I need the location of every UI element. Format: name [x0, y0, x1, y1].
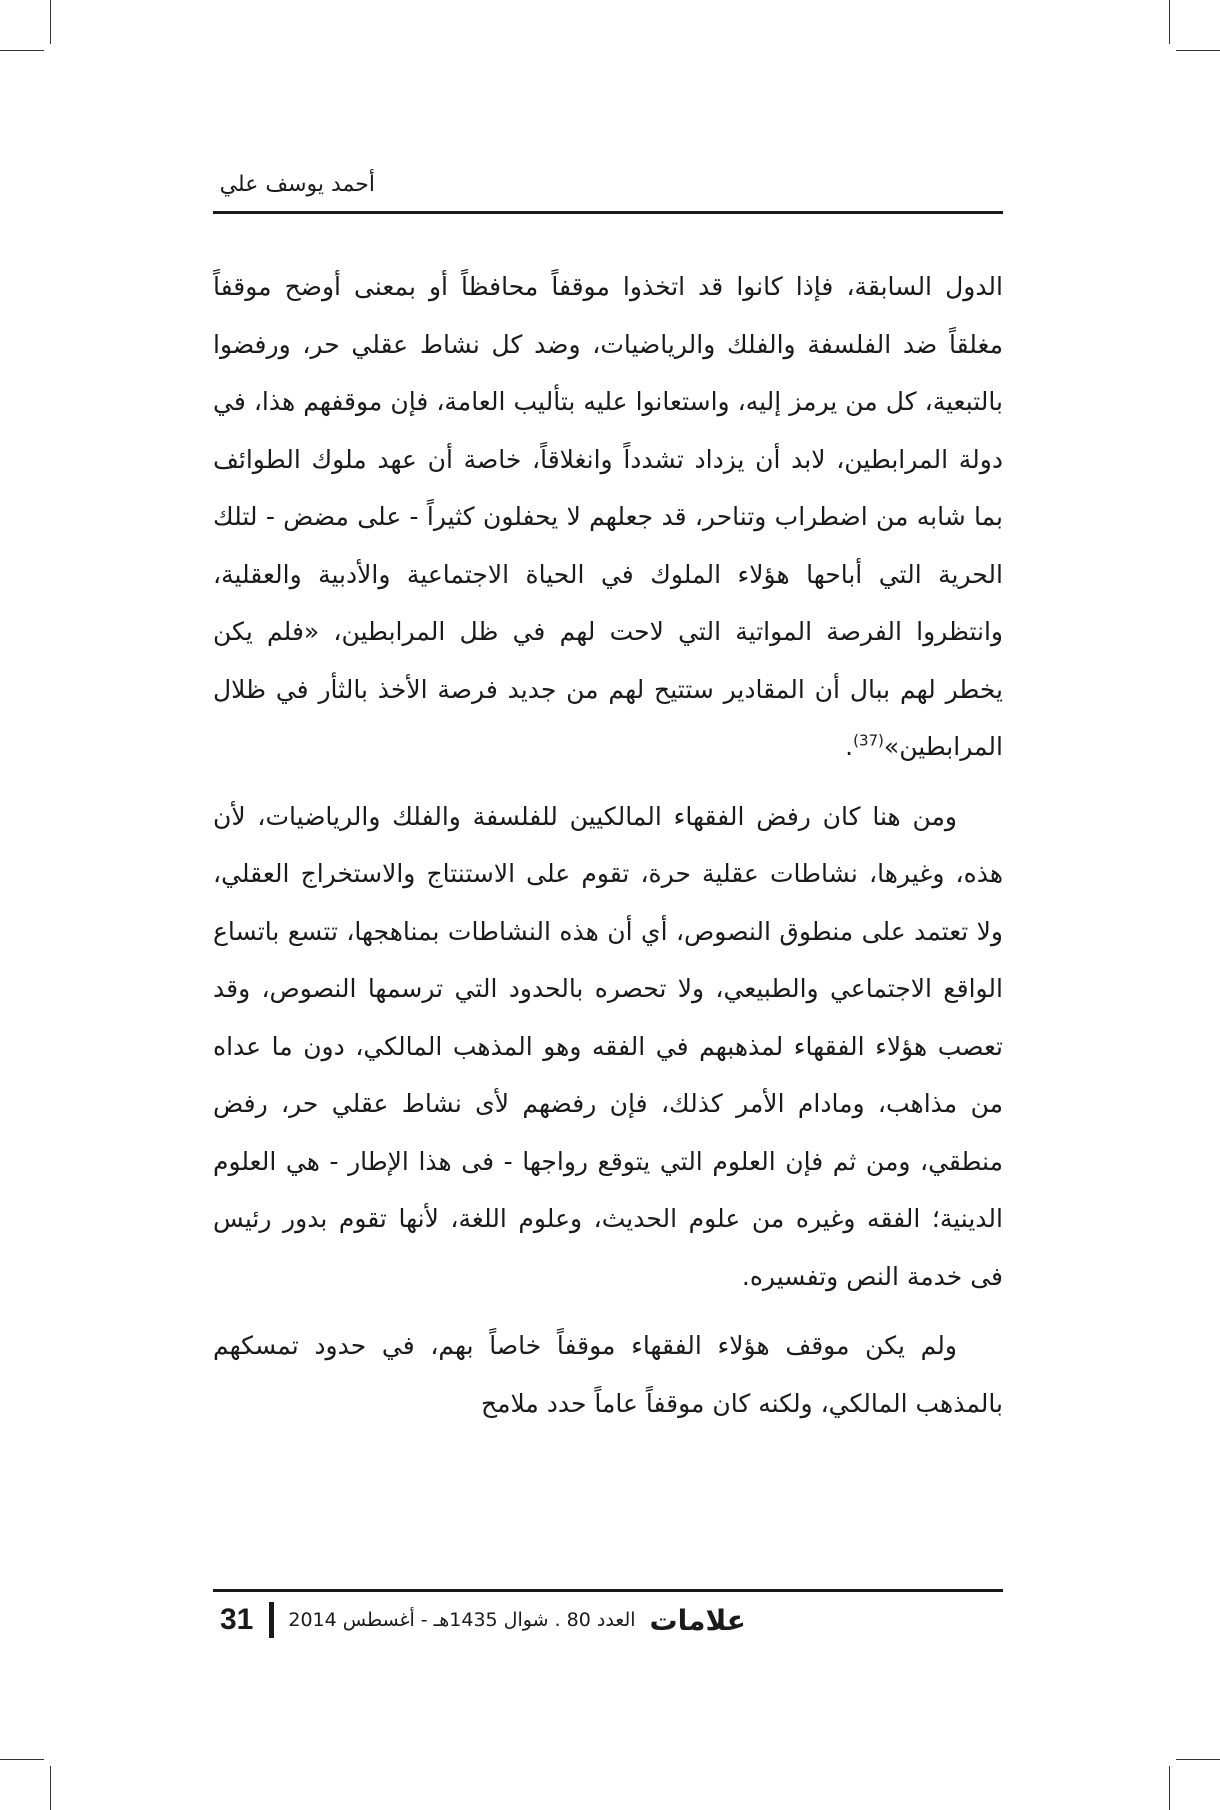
footer-divider: [269, 1602, 274, 1638]
issue-info: العدد 80 . شوال 1435هـ - أغسطس 2014: [288, 1609, 636, 1631]
page-footer: [220, 1598, 746, 1642]
journal-logo: علامات: [649, 1603, 746, 1637]
crop-mark: [1169, 0, 1170, 44]
running-head-author: أحمد يوسف علي: [219, 172, 375, 197]
header-rule: [213, 211, 1003, 214]
footer-rule: [213, 1589, 1003, 1592]
paragraph-text: الدول السابقة، فإذا كانوا قد اتخذوا موقفاً محافظاً أو بمعنى أوضح موقفاً مغلقاً ضد الفلسفة والفلك والرياضيات، وضد كل نشاط عقلي حر، ورفضوا بالتبعية، كل من يرمز إليه، واستعانوا عليه بتأليب العامة، فإن موقفهم هذا، في دولة المرابطين، لابد أن يزداد تشدداً وانغلاقاً، خاصة أن عهد ملوك الطوائف بما شابه من اضطراب وتناحر، قد جعلهم لا يحفلون كثيراً - على مضض - لتلك الحرية التي أباحها هؤلاء الملوك في الحياة الاجتماعية والأدبية والعقلية، وانتظروا الفرصة المواتية التي لاحت لهم في ظل المرابطين، «فلم يكن يخطر لهم ببال أن المقادير ستتيح لهم من جديد فرصة الأخذ بالثأر في ظلال المرابطين»: [213, 272, 1003, 761]
footnote-reference: (37): [853, 731, 884, 750]
page-number: 31: [220, 1603, 254, 1636]
paragraph: ومن هنا كان رفض الفقهاء المالكيين للفلسفة والفلك والرياضيات، لأن هذه، وغيرها، نشاطات عقلية حرة، تقوم على الاستنتاج والاستخراج العقلي، ولا تعتمد على منطوق النصوص، أي أن هذه النشاطات بمناهجها، تتسع باتساع الواقع الاجتماعي والطبيعي، ولا تحصره بالحدود التي ترسمها النصوص، وقد تعصب هؤلاء الفقهاء لمذهبهم في الفقه وهو المذهب المالكي، دون ما عداه من مذاهب، ومادام الأمر كذلك، فإن رفضهم لأى نشاط عقلي حر، رفض منطقي، ومن ثم فإن العلوم التي يتوقع رواجها - فى هذا الإطار - هي العلوم الدينية؛ الفقه وغيره من علوم الحديث، وعلوم اللغة، لأنها تقوم بدور رئيس فى خدمة النص وتفسيره.: [213, 801, 1003, 1291]
crop-mark: [1176, 50, 1220, 51]
crop-mark: [0, 50, 44, 51]
crop-mark: [0, 1759, 44, 1760]
crop-mark: [50, 1766, 51, 1810]
paragraph-end: .: [845, 732, 854, 761]
paragraph: ولم يكن موقف هؤلاء الفقهاء موقفاً خاصاً بهم، في حدود تمسكهم بالمذهب المالكي، ولكنه كان موقفاً عاماً حدد ملامح: [213, 1331, 1003, 1418]
crop-mark: [50, 0, 51, 44]
article-body: [213, 258, 1003, 1432]
paragraph: [213, 258, 1003, 776]
crop-mark: [1176, 1759, 1220, 1760]
crop-mark: [1169, 1766, 1170, 1810]
